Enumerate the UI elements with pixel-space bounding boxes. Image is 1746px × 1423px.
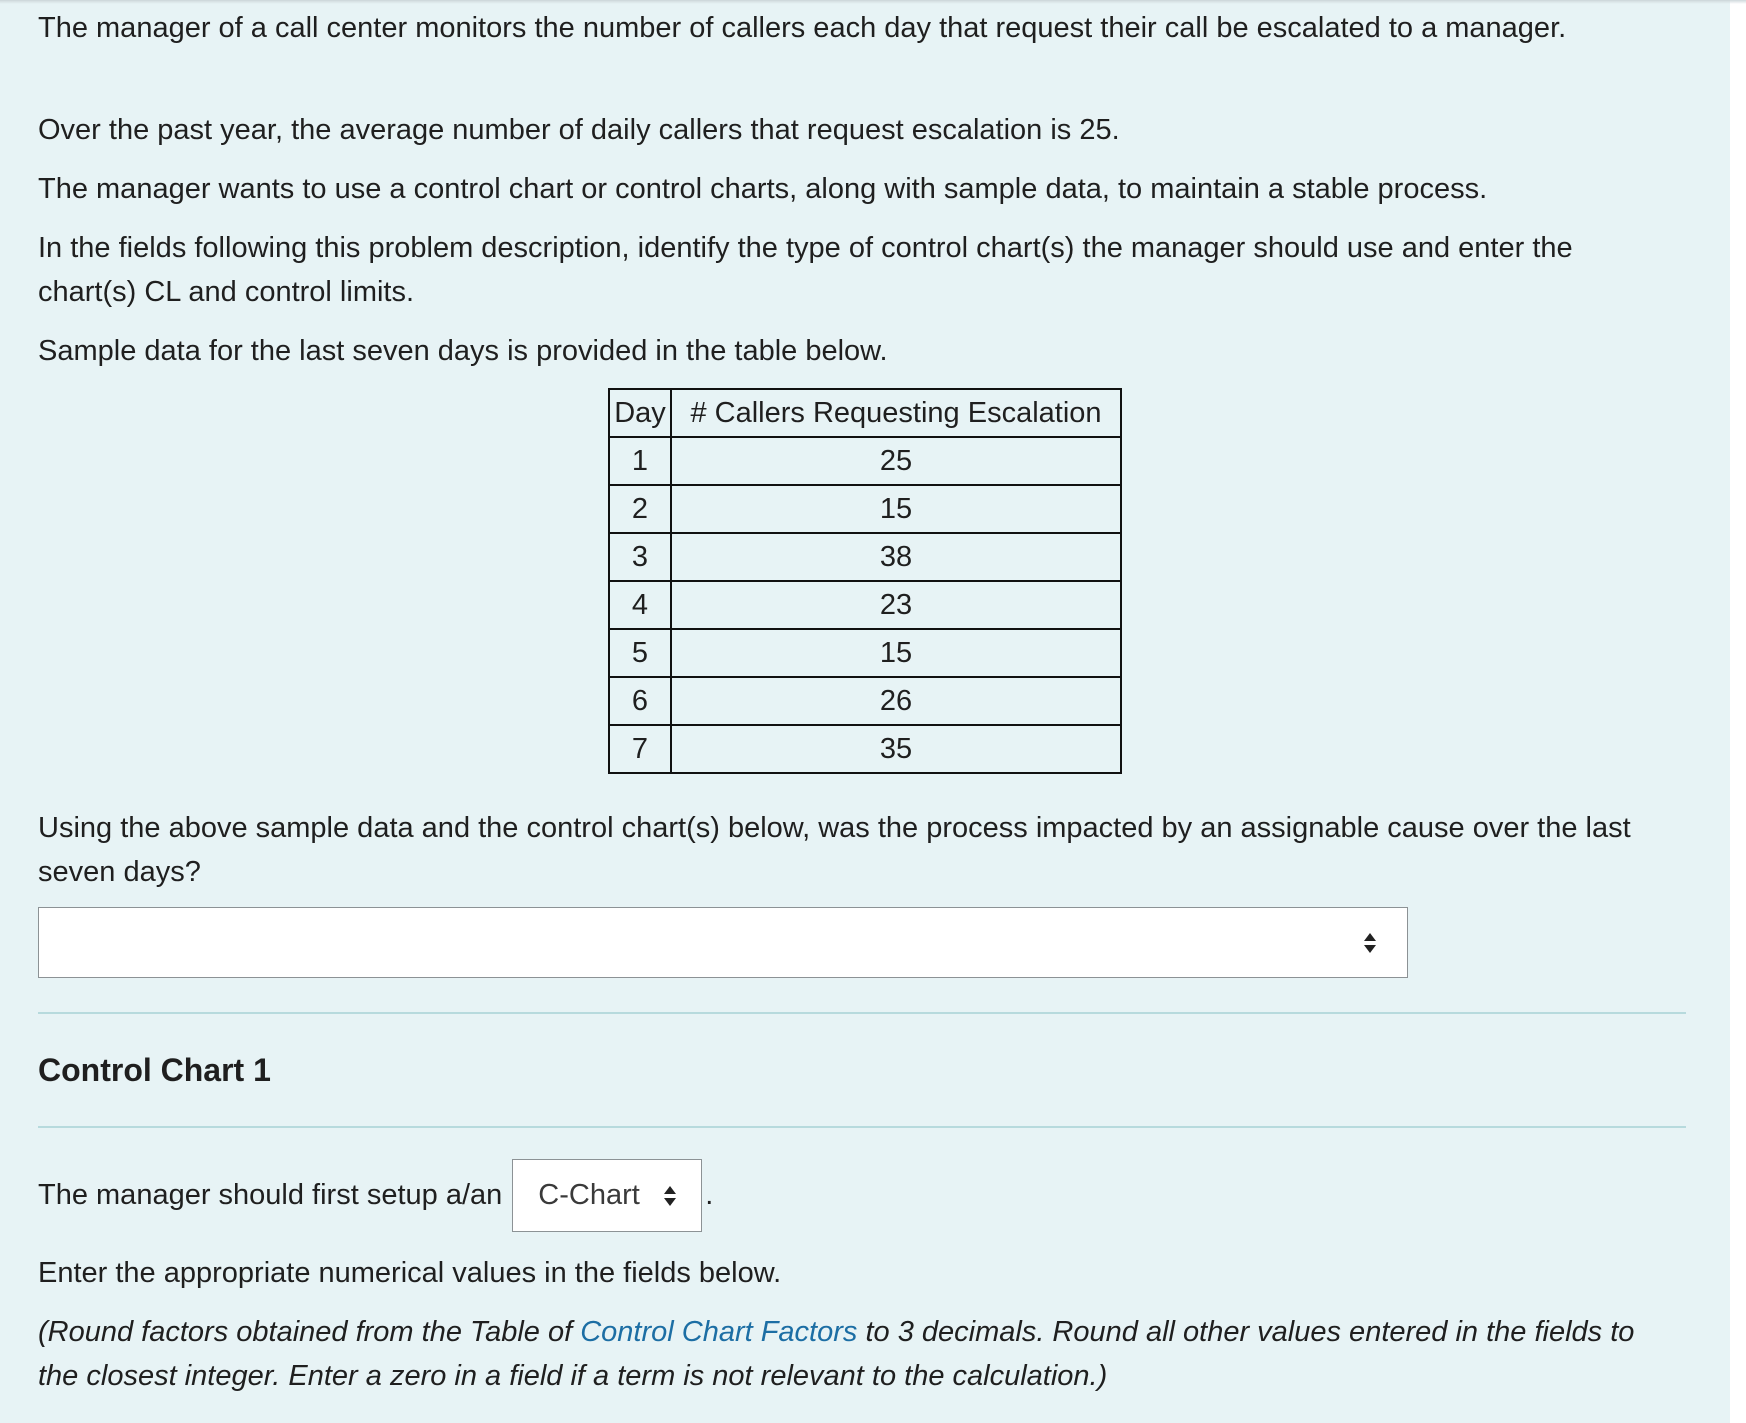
table-cell-day: 3 (609, 533, 671, 581)
table-row (609, 533, 1121, 581)
intro-paragraph-4: In the fields following this problem description, identify the type of control chart(s) the manager should use and enter the chart(s) CL and control limits. (38, 232, 1573, 308)
intro-paragraph-3: The manager wants to use a control chart or control charts, along with sample data, to maintain a stable process. (38, 173, 1488, 205)
table-cell-day: 2 (609, 485, 671, 533)
up-down-arrows-icon (663, 1185, 677, 1207)
question-text: Using the above sample data and the control chart(s) below, was the process impacted by an assignable cause over the last seven days? (38, 812, 1631, 888)
enter-values-text: Enter the appropriate numerical values in the fields below. (38, 1257, 782, 1289)
top-shadow (0, 0, 1746, 4)
up-down-arrows-icon (1363, 932, 1377, 954)
table-cell-callers: 26 (671, 677, 1121, 725)
chart-setup-suffix: . (705, 1179, 714, 1211)
table-cell-callers: 15 (671, 629, 1121, 677)
table-cell-callers: 25 (671, 437, 1121, 485)
table-cell-day: 5 (609, 629, 671, 677)
intro-paragraph-1: The manager of a call center monitors the number of callers each day that request their call be escalated to a manager. (38, 12, 1567, 44)
table-row (609, 437, 1121, 485)
section-divider-top (38, 1012, 1686, 1014)
chart-setup-prefix: The manager should first setup a/an (38, 1179, 503, 1211)
table-cell-day: 7 (609, 725, 671, 773)
table-row (609, 485, 1121, 533)
table-header-callers: # Callers Requesting Escalation (671, 389, 1121, 437)
chart-setup-row (38, 1158, 713, 1233)
table-cell-callers: 23 (671, 581, 1121, 629)
table-row (609, 629, 1121, 677)
rounding-note (38, 1310, 1678, 1398)
table-header-row (609, 389, 1121, 437)
table-header-day: Day (609, 389, 671, 437)
intro-paragraph-5: Sample data for the last seven days is provided in the table below. (38, 335, 888, 367)
table-row (609, 677, 1121, 725)
rounding-note-part1: (Round factors obtained from the Table of (38, 1316, 581, 1348)
table-cell-callers: 35 (671, 725, 1121, 773)
section-heading: Control Chart 1 (38, 1052, 271, 1088)
assignable-cause-select[interactable] (38, 907, 1408, 978)
intro-paragraph-2: Over the past year, the average number of daily callers that request escalation is 25. (38, 114, 1120, 146)
table-cell-day: 6 (609, 677, 671, 725)
table-cell-day: 4 (609, 581, 671, 629)
rounding-note-part2: to 3 decimals. Round all other values entered in the fields to the closest integer. Enter a zero in a field if a term is not relevant to the calculation.) (38, 1316, 1635, 1392)
table-cell-day: 1 (609, 437, 671, 485)
chart-type-select[interactable] (512, 1159, 702, 1232)
table-cell-callers: 38 (671, 533, 1121, 581)
table-row (609, 725, 1121, 773)
table-cell-callers: 15 (671, 485, 1121, 533)
section-divider-bottom (38, 1126, 1686, 1128)
table-row (609, 581, 1121, 629)
sample-data-table (608, 388, 1122, 774)
control-chart-factors-link[interactable]: Control Chart Factors (580, 1316, 858, 1348)
chart-type-selected-value: C-Chart (538, 1179, 640, 1211)
